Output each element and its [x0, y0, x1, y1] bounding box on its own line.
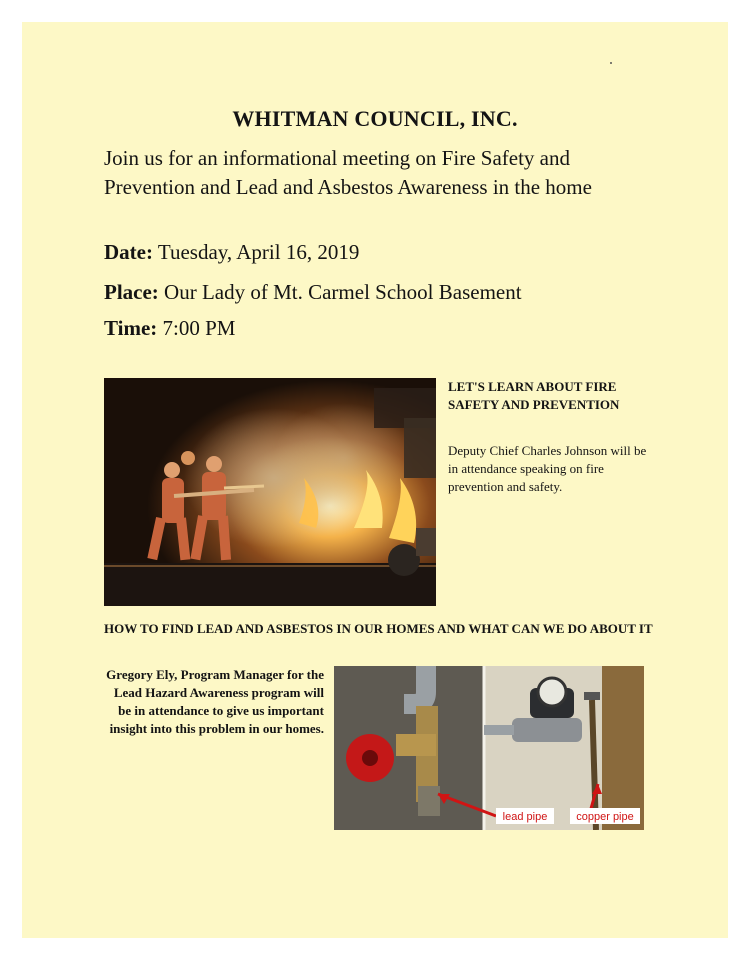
date-line: [104, 240, 359, 265]
intro-text: Join us for an informational meeting on Fire Safety and Prevention and Lead and Asbestos Awareness in the home: [104, 146, 592, 199]
time-label: Time:: [104, 316, 158, 340]
copper-pipe-label: copper pipe: [576, 811, 634, 823]
pipes-photo-art: [334, 666, 644, 830]
time-line: [104, 316, 235, 341]
fire-section-heading: LET'S LEARN ABOUT FIRE SAFETY AND PREVENTION: [448, 379, 620, 412]
lead-section-body: Gregory Ely, Program Manager for the Lead Hazard Awareness program will be in attendance to give us important insight into this problem in our homes.: [106, 667, 324, 736]
lead-section-heading: HOW TO FIND LEAD AND ASBESTOS IN OUR HOMES AND WHAT CAN WE DO ABOUT IT: [104, 621, 653, 636]
firefighters-photo-art: [104, 378, 436, 606]
paper-speck: [610, 62, 612, 64]
firefighters-photo: [104, 378, 436, 606]
pipes-photo: [334, 666, 644, 830]
place-line: [104, 280, 522, 305]
flyer-page: [22, 22, 728, 938]
time-value: 7:00 PM: [162, 316, 236, 340]
date-value: Tuesday, April 16, 2019: [157, 240, 360, 264]
place-label: Place:: [104, 280, 159, 304]
place-value: Our Lady of Mt. Carmel School Basement: [164, 280, 522, 304]
fire-section-body: Deputy Chief Charles Johnson will be in attendance speaking on fire prevention and safety.: [448, 443, 647, 494]
date-label: Date:: [104, 240, 153, 264]
org-title: WHITMAN COUNCIL, INC.: [232, 106, 518, 131]
lead-pipe-label: lead pipe: [502, 811, 548, 823]
